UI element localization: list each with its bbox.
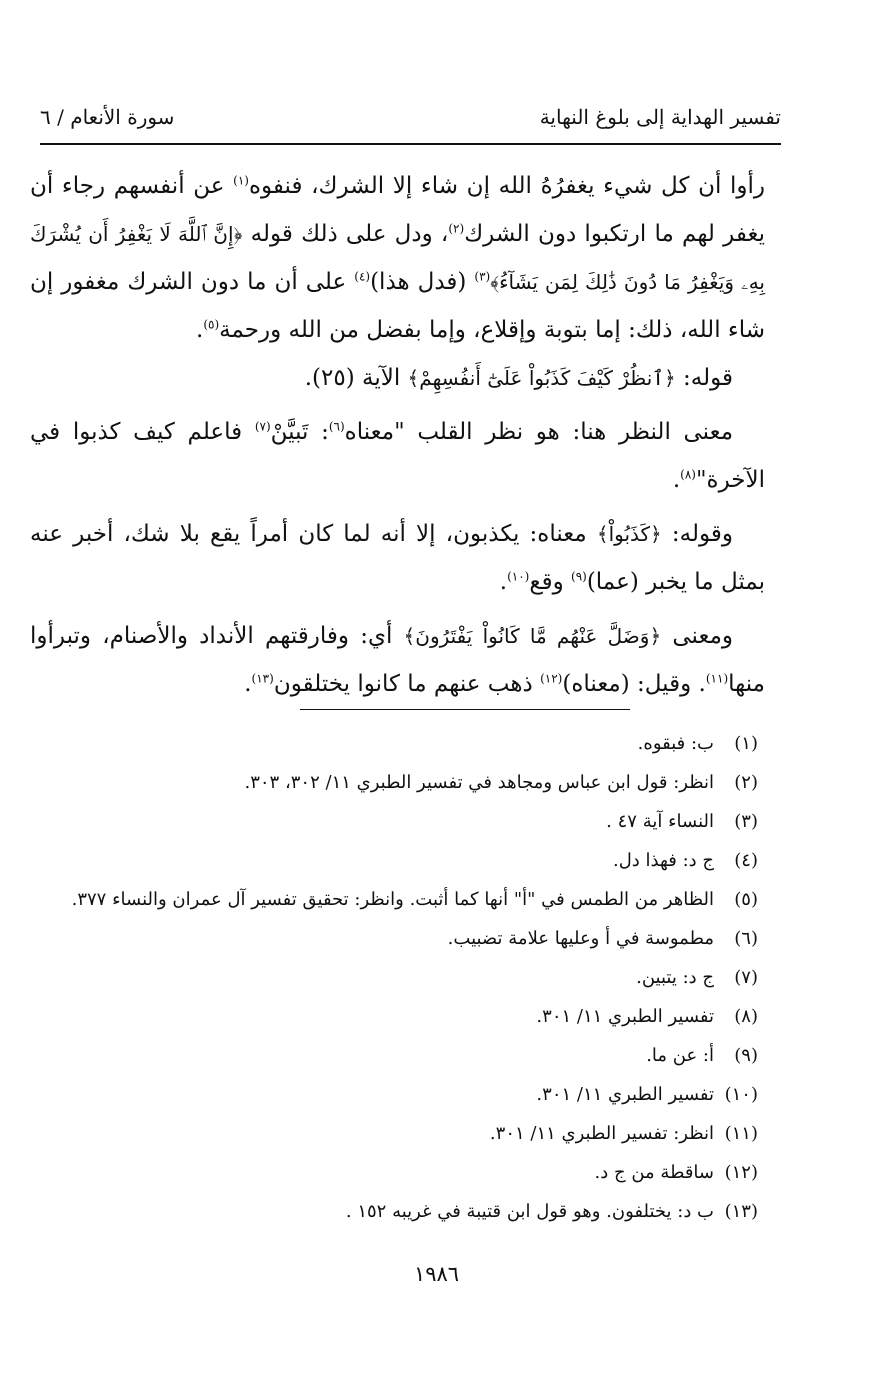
footnote-ref: (١) xyxy=(233,173,249,188)
footnote-number: (٨) xyxy=(734,1006,758,1027)
footnote-item xyxy=(60,765,758,804)
text-run: (فدل هذا) xyxy=(370,269,475,295)
footnote-number: (٦) xyxy=(734,928,758,949)
footnote-number: (٧) xyxy=(734,967,758,988)
footnote-item xyxy=(60,843,758,882)
quran-verse: ﴿كَذَبُواْ﴾ xyxy=(596,522,662,546)
text-run: الآية (٢٥). xyxy=(304,365,408,391)
text-run: . xyxy=(244,671,252,697)
footnote-list xyxy=(60,726,758,1233)
footnote-number: (١٠) xyxy=(724,1084,758,1105)
footnote-ref: (١٢) xyxy=(540,671,563,686)
footnote-ref: (٦) xyxy=(328,419,345,434)
text-run: أي: وفارقتهم الأنداد والأصنام، وتبرأوا منها xyxy=(30,623,765,697)
paragraph-4 xyxy=(30,510,765,606)
footnote-ref: (١٣) xyxy=(251,671,274,686)
footnote-number: (٢) xyxy=(734,772,758,793)
footnote-ref: (١٠) xyxy=(507,569,530,584)
footnote-number: (١) xyxy=(734,733,758,754)
text-run: . xyxy=(196,317,204,343)
text-run: قوله: xyxy=(675,365,733,391)
footnote-number: (٥) xyxy=(734,889,758,910)
text-run: . xyxy=(672,467,681,493)
text-run: . وقيل: (معناه) xyxy=(562,671,706,697)
footnote-item xyxy=(60,726,758,765)
footnote-number: (١١) xyxy=(724,1123,758,1144)
footnote-ref: (٩) xyxy=(571,569,587,584)
footnote-item xyxy=(60,1116,758,1155)
text-run: معنى النظر هنا: هو نظر القلب "معناه xyxy=(344,419,734,445)
footnote-ref: (٤) xyxy=(354,269,371,284)
text-run: ذهب عنهم ما كانوا يختلقون xyxy=(273,671,541,697)
paragraph-5 xyxy=(30,612,765,708)
text-run: فاعلم كيف كذبوا في الآخرة" xyxy=(30,419,765,493)
footnote-number: (٩) xyxy=(734,1045,758,1066)
footnote-text: ب: فبقوه. xyxy=(637,733,714,754)
footnote-ref: (٥) xyxy=(203,317,220,332)
footnote-text: ج د: يتبين. xyxy=(636,967,714,988)
footnote-ref: (٢) xyxy=(448,221,465,236)
footnote-text: تفسير الطبري ١١/ ٣٠١. xyxy=(536,1084,714,1105)
footnote-item xyxy=(60,1038,758,1077)
footnote-number: (٣) xyxy=(734,811,758,832)
text-run: وقوله: xyxy=(661,521,733,547)
text-run: على أن ما دون الشرك مغفور إن شاء الله، ذلك: إما بتوبة وإقلاع، وإما بفضل من الله ورحمة xyxy=(30,269,765,343)
footnote-item xyxy=(60,1155,758,1194)
footnote-item xyxy=(60,921,758,960)
footnote-text: انظر: قول ابن عباس ومجاهد في تفسير الطبري ١١/ ٣٠٢، ٣٠٣. xyxy=(244,772,714,793)
footnote-text: مطموسة في أ وعليها علامة تضبيب. xyxy=(447,928,714,949)
surah-label: سورة الأنعام / ٦ xyxy=(40,105,175,129)
footnote-number: (١٣) xyxy=(724,1201,758,1222)
footnote-number: (١٢) xyxy=(724,1162,758,1183)
footnote-item xyxy=(60,1077,758,1116)
header-rule xyxy=(40,143,781,145)
quran-verse: ﴿إِنَّ ٱللَّهَ لَا يَغْفِرُ أَن يُشْرَكَ بِهِۦ وَيَغْفِرُ مَا دُونَ ذَٰلِكَ لِمَن يَشَآءُ﴾ xyxy=(30,222,765,294)
text-run: ، ودل على ذلك قوله xyxy=(242,221,449,247)
footnote-ref: (٨) xyxy=(680,467,696,482)
footnote-ref: (٣) xyxy=(474,269,491,284)
footnote-ref: (٧) xyxy=(254,419,271,434)
paragraph-3 xyxy=(30,408,765,504)
footnote-text: الظاهر من الطمس في "أ" أنها كما أثبت. وانظر: تحقيق تفسير آل عمران والنساء ٣٧٧. xyxy=(71,889,714,910)
book-title: تفسير الهداية إلى بلوغ النهاية xyxy=(539,105,781,129)
footnote-item xyxy=(60,1194,758,1233)
running-header xyxy=(40,100,781,134)
text-run: ومعنى xyxy=(661,623,733,649)
quran-verse: ﴿وَضَلَّ عَنْهُم مَّا كَانُواْ يَفْتَرُونَ﴾ xyxy=(403,624,662,648)
text-run: عن أنفسهم رجاء أن يغفر لهم ما ارتكبوا دون الشرك xyxy=(30,173,765,247)
footnote-ref: (١١) xyxy=(705,671,729,686)
footnote-text: النساء آية ٤٧ . xyxy=(606,811,714,832)
footnote-text: انظر: تفسير الطبري ١١/ ٣٠١. xyxy=(489,1123,714,1144)
footnote-text: تفسير الطبري ١١/ ٣٠١. xyxy=(536,1006,714,1027)
footnote-separator xyxy=(300,709,630,710)
text-run: : تَبيَّنْ xyxy=(270,419,329,445)
footnote-text: ج د: فهذا دل. xyxy=(612,850,714,871)
footnote-text: ساقطة من ج د. xyxy=(594,1162,714,1183)
text-run: معناه: يكذبون، إلا أنه لما كان أمراً يقع بلا شك، أخبر عنه بمثل ما يخبر (عما) xyxy=(30,521,765,595)
paragraph-2 xyxy=(30,354,765,402)
footnote-item xyxy=(60,999,758,1038)
footnote-item xyxy=(60,882,758,921)
footnote-text: أ: عن ما. xyxy=(646,1045,714,1066)
footnote-text: ب د: يختلفون. وهو قول ابن قتيبة في غريبه ١٥٢ . xyxy=(345,1201,714,1222)
text-run: . xyxy=(499,569,508,595)
quran-verse: ﴿ٱنظُرْ كَيْفَ كَذَبُواْ عَلَىٰٓ أَنفُسِهِمْ﴾ xyxy=(407,366,676,390)
main-text xyxy=(30,162,765,708)
text-run: رأوا أن كل شيء يغفرُهُ الله إن شاء إلا الشرك، فنفوه xyxy=(248,173,765,199)
footnote-item xyxy=(60,804,758,843)
footnote-number: (٤) xyxy=(734,850,758,871)
footnote-item xyxy=(60,960,758,999)
paragraph-1 xyxy=(30,162,765,354)
text-run: وقع xyxy=(529,569,571,595)
page-number: ١٩٨٦ xyxy=(413,1262,460,1286)
